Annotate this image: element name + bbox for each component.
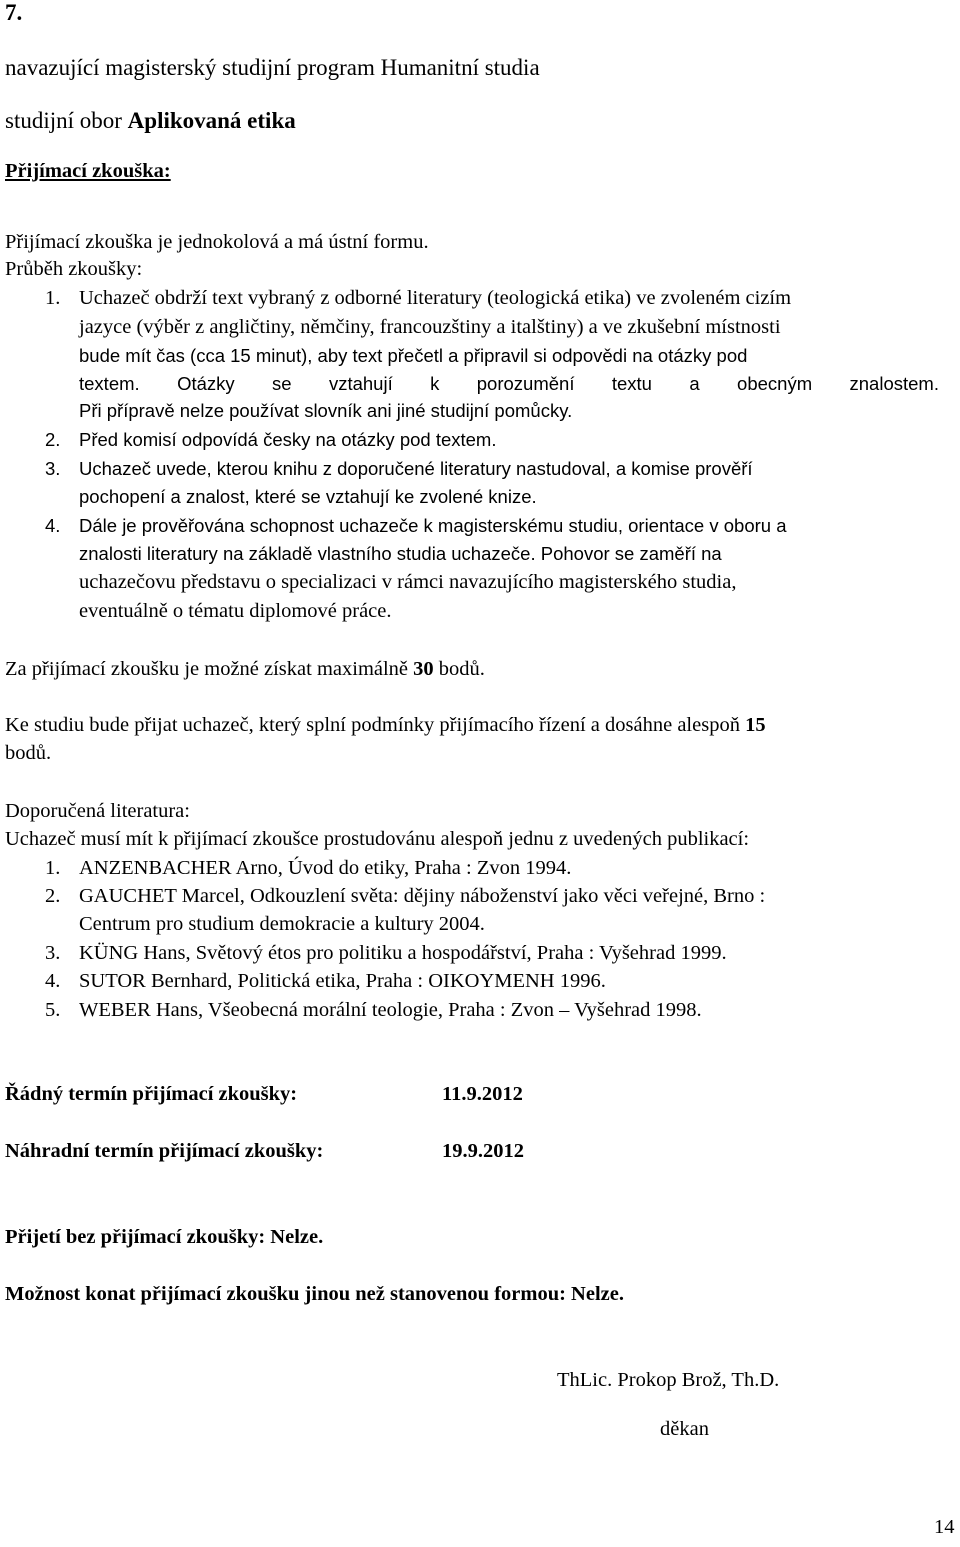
min-points-line-2: bodů.	[5, 742, 52, 764]
max-points-line: Za přijímací zkoušku je možné získat maximálně 30 bodů.	[5, 658, 485, 680]
literature-item-5-number: 5.	[45, 999, 61, 1021]
field-label: studijní obor	[5, 108, 128, 133]
regular-date-value: 11.9.2012	[442, 1083, 523, 1105]
exam-step-3-line-1: Uchazeč uvede, kterou knihu z doporučené literatury nastudoval, a komise prověří	[79, 458, 753, 479]
section-number: 7.	[5, 0, 23, 25]
literature-item-3: KÜNG Hans, Světový étos pro politiku a hospodářství, Praha : Vyšehrad 1999.	[79, 942, 727, 964]
literature-item-1-number: 1.	[45, 857, 61, 879]
exam-intro: Přijímací zkouška je jednokolová a má ústní formu.	[5, 231, 429, 253]
exam-step-2-line-1: Před komisí odpovídá česky na otázky pod textem.	[79, 429, 497, 450]
exam-step-4-number: 4.	[45, 515, 61, 536]
exam-step-1-line-5: Při přípravě nelze používat slovník ani jiné studijní pomůcky.	[79, 400, 573, 421]
alternate-date-value: 19.9.2012	[442, 1140, 524, 1162]
field-line	[5, 107, 296, 135]
literature-intro: Uchazeč musí mít k přijímací zkoušce prostudovánu alespoň jednu z uvedených publikací:	[5, 828, 750, 850]
exam-step-3-number: 3.	[45, 458, 61, 479]
min-points-value: 15	[745, 714, 766, 736]
exam-step-4-line-1: Dále je prověřována schopnost uchazeče k magisterskému studiu, orientace v oboru a	[79, 515, 787, 536]
literature-item-1: ANZENBACHER Arno, Úvod do etiky, Praha : Zvon 1994.	[79, 857, 572, 879]
page-number: 14	[934, 1516, 955, 1538]
exam-step-1-line-4: textem. Otázky se vztahují k porozumění textu a obecným znalostem.	[79, 373, 939, 394]
exam-step-2-number: 2.	[45, 429, 61, 450]
min-points-line: Ke studiu bude přijat uchazeč, který splní podmínky přijímacího řízení a dosáhne alespoň 15	[5, 714, 766, 736]
exam-heading: Přijímací zkouška:	[5, 160, 171, 182]
literature-heading: Doporučená literatura:	[5, 800, 190, 822]
exam-step-4-line-2: znalosti literatury na základě vlastního studia uchazeče. Pohovor se zaměří na	[79, 543, 722, 564]
max-points-value: 30	[413, 658, 434, 680]
admission-without-exam: Přijetí bez přijímací zkoušky: Nelze.	[5, 1226, 324, 1248]
exam-step-4-line-3: uchazečovu představu o specializaci v rámci navazujícího magisterského studia,	[79, 571, 737, 593]
literature-item-5: WEBER Hans, Všeobecná morální teologie, Praha : Zvon – Vyšehrad 1998.	[79, 999, 702, 1021]
program-title: navazující magisterský studijní program Humanitní studia	[5, 55, 540, 80]
regular-date-label: Řádný termín přijímací zkoušky:	[5, 1083, 298, 1105]
exam-step-1-line-1: Uchazeč obdrží text vybraný z odborné literatury (teologická etika) ve zvoleném cizím	[79, 287, 792, 309]
alternate-date-label: Náhradní termín přijímací zkoušky:	[5, 1140, 324, 1162]
exam-step-1-number: 1.	[45, 287, 61, 309]
literature-item-4: SUTOR Bernhard, Politická etika, Praha : OIKOYMENH 1996.	[79, 970, 606, 992]
exam-step-1-line-3: bude mít čas (cca 15 minut), aby text přečetl a připravil si odpovědi na otázky pod	[79, 345, 748, 366]
exam-step-4-line-4: eventuálně o tématu diplomové práce.	[79, 600, 392, 622]
exam-step-3-line-2: pochopení a znalost, které se vztahují ke zvolené knize.	[79, 486, 537, 507]
field-name: Aplikovaná etika	[127, 108, 296, 133]
literature-item-2: GAUCHET Marcel, Odkouzlení světa: dějiny náboženství jako věci veřejné, Brno :	[79, 885, 766, 907]
literature-item-2-line-2: Centrum pro studium demokracie a kultury 2004.	[79, 913, 485, 935]
signatory-name: ThLic. Prokop Brož, Th.D.	[557, 1369, 780, 1391]
literature-item-2-number: 2.	[45, 885, 61, 907]
signatory-title: děkan	[660, 1418, 709, 1440]
literature-item-4-number: 4.	[45, 970, 61, 992]
exam-course-label: Průběh zkoušky:	[5, 258, 143, 280]
exam-step-1-line-2: jazyce (výběr z angličtiny, němčiny, francouzštiny a italštiny) a ve zkušební místnosti	[79, 316, 781, 338]
alternative-form-note: Možnost konat přijímací zkoušku jinou než stanovenou formou: Nelze.	[5, 1283, 624, 1305]
literature-item-3-number: 3.	[45, 942, 61, 964]
